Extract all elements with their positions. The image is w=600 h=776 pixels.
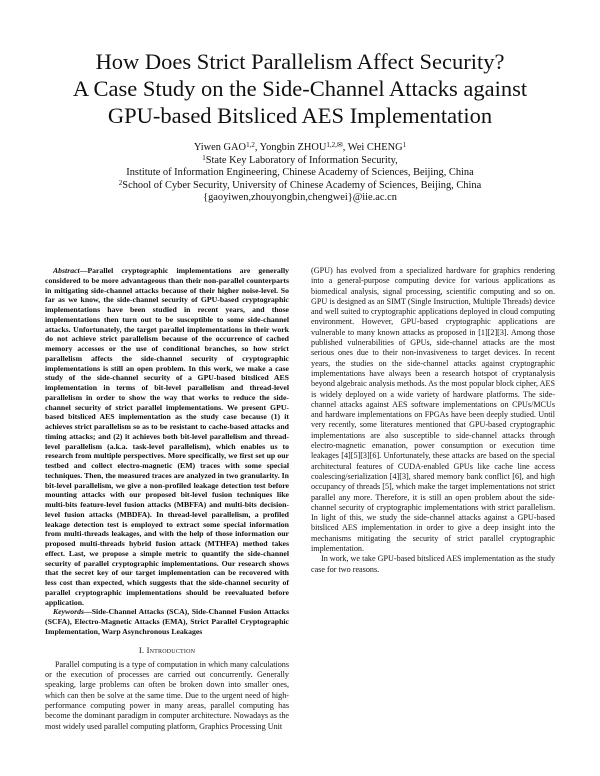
affiliation-2: $^2$School of Cyber Security, University of Chinese Academy of Sciences, Beijing, China bbox=[118, 178, 482, 191]
intro-paragraph-2: In work, we take GPU-based bitsliced AES implementation as the study case for two reasons. bbox=[311, 554, 556, 574]
left-column bbox=[45, 266, 289, 732]
keywords-label: Keywords bbox=[53, 607, 84, 617]
paper-title bbox=[30, 48, 570, 129]
author-names: Yiwen GAO$^{1,2}$, Yongbin $ZHOU^{1,2,✉}$, Wei CHENG$^1$ bbox=[193, 141, 407, 153]
title-line-2: A Case Study on the Side-Channel Attacks against bbox=[72, 76, 528, 101]
right-column bbox=[311, 266, 555, 575]
abstract bbox=[45, 266, 289, 607]
keywords bbox=[45, 607, 289, 636]
intro-paragraph: Parallel computing is a type of computation in which many calculations or the execution of processes are carried out concurrently. Generally speaking, large problems can often be broken down into smaller ones, which can then be solve at the same time. Due to the urgent need of high-performance computing power in many areas, parallel computing has become the dominant paradigm in computer architecture. Nowadays as the most widely used parallel computing platform, Graphics Processing Unit bbox=[45, 659, 289, 731]
keywords-text: —Side-Channel Attacks (SCA), Side-Channel Fusion Attacks (SCFA), Electro-Magnetic Attacks (EMA), Strict Parallel Cryptographic Implementation, Warp Asynchronous Leakages bbox=[45, 607, 289, 636]
abstract-text: —Parallel cryptographic implementations are generally considered to be more advantageous than their non-parallel counterparts in mitigating side-channel attacks because of their higher noise-level. So far as we know, the side-channel security of GPU-based cryptographic implementations have been studied in recent years, and those implementations then turn out to be susceptible to some side-channel attacks. Unfortunately, the target parallel implementations in their work do not achieve strict parallelism because of the occurrence of cached memory accesses or the use of conditional branches, so how strict parallelism affects the side-channel security of cryptographic implementations is still an open problem. In this work, we make a case study of the side-channel security of a GPU-based bitsliced AES implementation in terms of bit-level parallelism and thread-level parallelism in order to show the way that works to reduce the side-channel security of strict parallel implementations. We present GPU-based bitsliced AES implementation as the study case because (1) it achieves strict parallelism so as to be resistant to cache-based attacks and timing attacks; and (2) it achieves both bit-level parallelism and thread-level parallelism (a.k.a. task-level parallelism), which enables us to research from multiple perspectives. More specifically, we first set up our testbed and collect electro-magnetic (EM) traces with some special techniques. Then, the measured traces are analyzed in two granularity. In bit-level parallelism, we give a non-profiled leakage detection test before mounting attacks with our proposed bit-level fusion techniques like multi-bits feature-level fusion attacks (MBFFA) and multi-bits decision-level fusion attacks (MBDFA). In thread-level parallelism, a profiled leakage detection test is employed to extract some special information from multi-threads leakages, and with the help of those information our proposed multi-threads hybrid fusion attack (MTHFA) method takes effect. Last, we propose a simple metric to quantify the side-channel security of parallel cryptographic implementations. Our research shows that the secret key of our target implementation can be recovered with less cost than expected, which suggests that the side-channel security of parallel cryptographic implementations should be reevaluated before application. bbox=[45, 266, 289, 607]
section-heading: I. Introduction bbox=[138, 644, 196, 655]
author-emails: {gaoyiwen,zhouyongbin,chengwei}@iie.ac.cn bbox=[203, 192, 397, 204]
author-block bbox=[60, 142, 540, 205]
affiliation-1: $^1$State Key Laboratory of Information Security, bbox=[202, 153, 398, 166]
mail-icon: ✉ bbox=[336, 141, 343, 149]
intro-paragraph-cont: (GPU) has evolved from a specialized hardware for graphics rendering into a general-purpose computing device for various applications as biomedical analysis, signal processing, scientific computing and so on. GPU is designed as an SIMT (Single Instruction, Multiple Threads) device and well suited to cryptographic applications deployed in cloud computing environment. However, GPU-based cryptographic applications are vulnerable to many known attacks as proposed in [1][2][3]. Among those published vulnerabilities of GPUs, side-channel attacks are the most serious ones due to their non-invasiveness to target devices. In recent years, the studies on the side-channel attacks against cryptographic implementations have always been a research hotspot of cryptanalysis beyond algebraic analysis methods. As the most popular block cipher, AES is widely deployed on a wide variety of hardware platforms. The side-channel attacks against AES software implementations on CPUs/MCUs and hardware implementations on FPGAs have been deeply studied. Until very recently, some literatures mentioned that GPU-based cryptographic implementations are also susceptible to side-channel attacks through electro-magnetic emanation, power consumption or execution time leakages [4][5][3][6]. Unfortunately, these attacks are based on the special architectural features of CUDA-enabled GPUs like cache line access coalescing/serialization [4][3], shared memory bank conflict [6], and high occupancy of threads [5], which make the target implementations not strict parallel any more. Therefore, it is still an open problem about the side-channel security of cryptographic implementations with strict parallelism. In light of this, we study the side-channel attacks against a GPU-based bitsliced AES implementation in order to give a deep insight into the mechanisms mitigating the security of strict parallel cryptographic implementation. bbox=[311, 266, 555, 554]
title-line-3: GPU-based Bitsliced AES Implementation bbox=[107, 103, 493, 128]
abstract-label: Abstract bbox=[53, 266, 80, 275]
title-line-1: How Does Strict Parallelism Affect Security? bbox=[95, 49, 505, 74]
affiliation-1-cont: Institute of Information Engineering, Chinese Academy of Sciences, Beijing, China bbox=[126, 167, 474, 179]
